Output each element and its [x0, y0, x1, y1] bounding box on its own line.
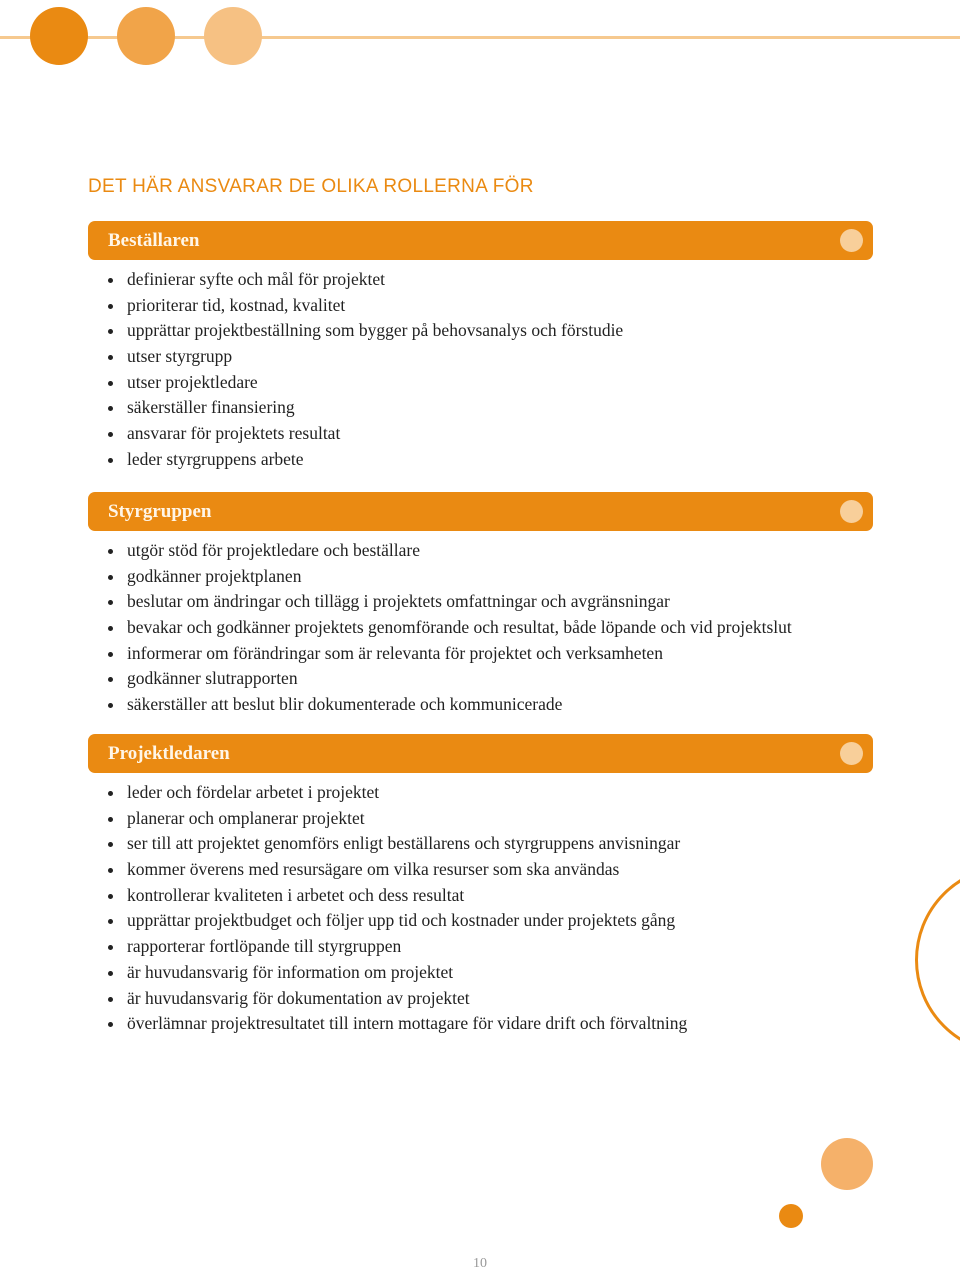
- list-item: rapporterar fortlöpande till styrgruppen: [88, 934, 873, 960]
- list-item: är huvudansvarig för information om projektet: [88, 960, 873, 986]
- list-item: är huvudansvarig för dokumentation av projektet: [88, 986, 873, 1012]
- decorative-circle-small: [779, 1204, 803, 1228]
- list-item: överlämnar projektresultatet till intern mottagare för vidare drift och förvaltning: [88, 1011, 873, 1037]
- responsibility-list: [88, 531, 873, 718]
- list-item: säkerställer att beslut blir dokumenterade och kommunicerade: [88, 692, 873, 718]
- decorative-arc: [915, 865, 960, 1055]
- decorative-circle-light: [204, 7, 262, 65]
- list-item: ser till att projektet genomförs enligt beställarens och styrgruppens anvisningar: [88, 831, 873, 857]
- list-item: ansvarar för projektets resultat: [88, 421, 873, 447]
- section-bestallaren: [88, 221, 873, 473]
- list-item: beslutar om ändringar och tillägg i projektets omfattningar och avgränsningar: [88, 589, 873, 615]
- header-circle-icon: [840, 500, 863, 523]
- list-item: utser styrgrupp: [88, 344, 873, 370]
- decorative-circle-medium: [117, 7, 175, 65]
- list-item: leder styrgruppens arbete: [88, 447, 873, 473]
- decorative-circle-large: [821, 1138, 873, 1190]
- decorative-circle-dark: [30, 7, 88, 65]
- list-item: utgör stöd för projektledare och beställare: [88, 538, 873, 564]
- list-item: definierar syfte och mål för projektet: [88, 267, 873, 293]
- section-projektledaren: [88, 734, 873, 1037]
- page-number: 10: [473, 1256, 487, 1271]
- list-item: informerar om förändringar som är relevanta för projektet och verksamheten: [88, 641, 873, 667]
- header-circle-icon: [840, 229, 863, 252]
- page-heading: DET HÄR ANSVARAR DE OLIKA ROLLERNA FÖR: [88, 176, 534, 197]
- section-title: Projektledaren: [108, 743, 230, 764]
- list-item: planerar och omplanerar projektet: [88, 806, 873, 832]
- section-header-bar: [88, 734, 873, 773]
- section-styrgruppen: [88, 492, 873, 718]
- list-item: utser projektledare: [88, 370, 873, 396]
- list-item: prioriterar tid, kostnad, kvalitet: [88, 293, 873, 319]
- section-title: Beställaren: [108, 230, 200, 251]
- list-item: säkerställer finansiering: [88, 395, 873, 421]
- header-circle-icon: [840, 742, 863, 765]
- list-item: kontrollerar kvaliteten i arbetet och dess resultat: [88, 883, 873, 909]
- section-title: Styrgruppen: [108, 501, 212, 522]
- list-item: godkänner projektplanen: [88, 564, 873, 590]
- list-item: upprättar projektbudget och följer upp tid och kostnader under projektets gång: [88, 908, 873, 934]
- section-header-bar: [88, 492, 873, 531]
- responsibility-list: [88, 260, 873, 473]
- list-item: godkänner slutrapporten: [88, 666, 873, 692]
- list-item: leder och fördelar arbetet i projektet: [88, 780, 873, 806]
- responsibility-list: [88, 773, 873, 1037]
- section-header-bar: [88, 221, 873, 260]
- list-item: upprättar projektbeställning som bygger på behovsanalys och förstudie: [88, 318, 873, 344]
- list-item: kommer överens med resursägare om vilka resurser som ska användas: [88, 857, 873, 883]
- list-item: bevakar och godkänner projektets genomförande och resultat, både löpande och vid projektslut: [88, 615, 873, 641]
